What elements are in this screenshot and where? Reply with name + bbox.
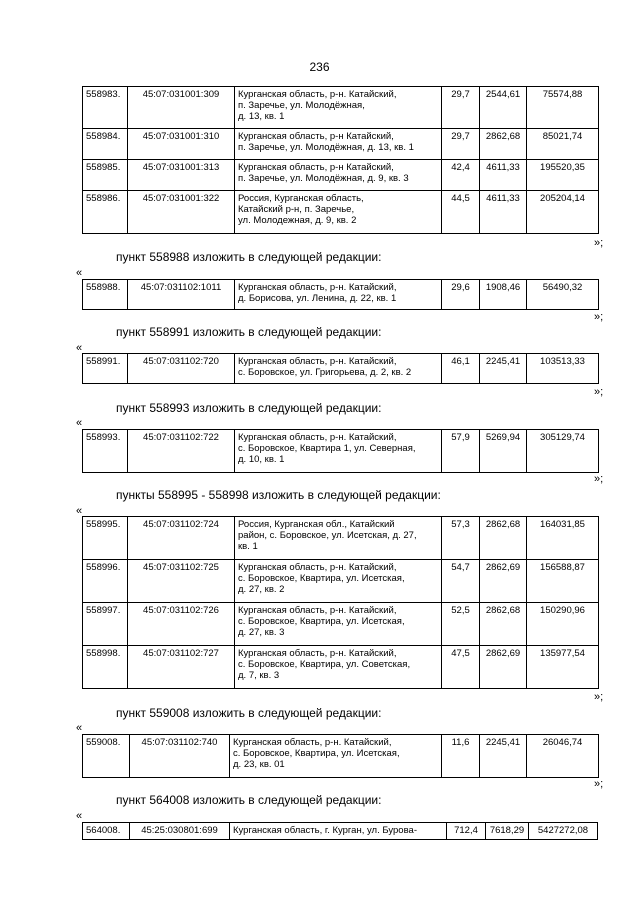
area: 42,4 — [442, 160, 480, 191]
page-number: 236 — [309, 60, 330, 74]
cadastral-number: 45:07:031001:309 — [128, 87, 235, 129]
opening-quote: « — [76, 417, 83, 429]
table-row — [83, 87, 599, 129]
opening-quote: « — [76, 505, 83, 517]
cost: 26046,74 — [527, 735, 599, 778]
address: Россия, Курганская обл., Катайский район, с. Боровское, ул. Исетская, д. 27, кв. 1 — [235, 517, 442, 560]
address: Курганская область, р-н Катайский, п. Заречье, ул. Молодёжная, д. 13, кв. 1 — [235, 129, 442, 160]
row-number: 558985. — [83, 160, 128, 191]
table-row — [83, 354, 599, 384]
cost: 75574,88 — [527, 87, 599, 129]
address: Россия, Курганская область, Катайский р-н, п. Заречье, ул. Молодежная, д. 9, кв. 2 — [235, 191, 442, 234]
row-number: 558986. — [83, 191, 128, 234]
opening-quote: « — [76, 722, 83, 734]
row-number: 564008. — [83, 823, 130, 840]
address: Курганская область, р-н. Катайский, с. Боровское, Квартира 1, ул. Северная, д. 10, кв. 1 — [235, 430, 442, 473]
area: 47,5 — [442, 646, 480, 689]
cadastral-number: 45:07:031001:322 — [128, 191, 235, 234]
cost: 205204,14 — [527, 191, 599, 234]
area: 57,9 — [442, 430, 480, 473]
cost: 150290,96 — [527, 603, 599, 646]
area: 712,4 — [447, 823, 486, 840]
price: 2245,41 — [480, 354, 527, 384]
address: Курганская область, р-н. Катайский, с. Боровское, Квартира, ул. Советская, д. 7, кв. 3 — [235, 646, 442, 689]
row-number: 558991. — [83, 354, 128, 384]
cadastral-number: 45:07:031001:310 — [128, 129, 235, 160]
price: 7618,29 — [486, 823, 529, 840]
table-row — [83, 191, 599, 234]
area: 11,6 — [442, 735, 480, 778]
cadastral-number: 45:07:031102:727 — [128, 646, 235, 689]
closing-quote: »; — [594, 778, 604, 790]
cadastral-number: 45:07:031102:724 — [128, 517, 235, 560]
row-number: 558996. — [83, 560, 128, 603]
price: 2245,41 — [480, 735, 527, 778]
table-row — [83, 430, 599, 473]
table-row — [83, 603, 599, 646]
property-table-2 — [82, 279, 599, 310]
row-number: 558995. — [83, 517, 128, 560]
opening-quote: « — [76, 810, 83, 822]
table-row — [83, 517, 599, 560]
property-table-6 — [82, 734, 599, 778]
amendment-heading: пункт 564008 изложить в следующей редакции: — [116, 793, 382, 807]
closing-quote: »; — [594, 386, 604, 398]
cadastral-number: 45:07:031001:313 — [128, 160, 235, 191]
property-table-1 — [82, 86, 599, 234]
property-table-5 — [82, 516, 599, 689]
cost: 5427272,08 — [529, 823, 598, 840]
row-number: 558988. — [83, 280, 128, 310]
table-row — [83, 129, 599, 160]
row-number: 558984. — [83, 129, 128, 160]
cadastral-number: 45:07:031102:725 — [128, 560, 235, 603]
cost: 135977,54 — [527, 646, 599, 689]
price: 2862,68 — [480, 517, 527, 560]
cadastral-number: 45:07:031102:1011 — [128, 280, 235, 310]
amendment-heading: пункт 559008 изложить в следующей редакции: — [116, 706, 382, 720]
closing-quote: »; — [594, 691, 604, 703]
address: Курганская область, р-н. Катайский, с. Боровское, Квартира, ул. Исетская, д. 27, кв. 2 — [235, 560, 442, 603]
cost: 56490,32 — [527, 280, 599, 310]
area: 29,6 — [442, 280, 480, 310]
opening-quote: « — [76, 342, 83, 354]
price: 4611,33 — [480, 160, 527, 191]
closing-quote: »; — [594, 237, 604, 249]
table-row — [83, 735, 599, 778]
price: 2544,61 — [480, 87, 527, 129]
table-row — [83, 823, 598, 840]
cost: 103513,33 — [527, 354, 599, 384]
address: Курганская область, р-н. Катайский, с. Боровское, Квартира, ул. Исетская, д. 23, кв. 01 — [230, 735, 442, 778]
row-number: 559008. — [83, 735, 130, 778]
cost: 85021,74 — [527, 129, 599, 160]
address: Курганская область, р-н. Катайский, д. Борисова, ул. Ленина, д. 22, кв. 1 — [235, 280, 442, 310]
property-table-7 — [82, 822, 598, 840]
table-row — [83, 160, 599, 191]
table-row — [83, 560, 599, 603]
area: 29,7 — [442, 87, 480, 129]
property-table-3 — [82, 353, 599, 384]
address: Курганская область, р-н. Катайский, с. Боровское, Квартира, ул. Исетская, д. 27, кв. 3 — [235, 603, 442, 646]
price: 5269,94 — [480, 430, 527, 473]
area: 54,7 — [442, 560, 480, 603]
table-row — [83, 646, 599, 689]
amendment-heading: пункт 558991 изложить в следующей редакции: — [116, 325, 382, 339]
price: 2862,69 — [480, 560, 527, 603]
area: 29,7 — [442, 129, 480, 160]
row-number: 558993. — [83, 430, 128, 473]
cadastral-number: 45:07:031102:726 — [128, 603, 235, 646]
table-row — [83, 280, 599, 310]
price: 2862,68 — [480, 129, 527, 160]
price: 2862,69 — [480, 646, 527, 689]
amendment-heading: пункты 558995 - 558998 изложить в следующей редакции: — [116, 488, 441, 502]
address: Курганская область, р-н. Катайский, с. Боровское, ул. Григорьева, д. 2, кв. 2 — [235, 354, 442, 384]
cadastral-number: 45:07:031102:722 — [128, 430, 235, 473]
area: 52,5 — [442, 603, 480, 646]
cadastral-number: 45:07:031102:740 — [130, 735, 230, 778]
cost: 156588,87 — [527, 560, 599, 603]
address: Курганская область, г. Курган, ул. Бурова- — [230, 823, 447, 840]
closing-quote: »; — [594, 473, 604, 485]
cadastral-number: 45:25:030801:699 — [130, 823, 230, 840]
amendment-heading: пункт 558988 изложить в следующей редакции: — [116, 250, 382, 264]
area: 57,3 — [442, 517, 480, 560]
address: Курганская область, р-н. Катайский, п. Заречье, ул. Молодёжная, д. 13, кв. 1 — [235, 87, 442, 129]
area: 44,5 — [442, 191, 480, 234]
cost: 164031,85 — [527, 517, 599, 560]
row-number: 558998. — [83, 646, 128, 689]
property-table-4 — [82, 429, 599, 473]
amendment-heading: пункт 558993 изложить в следующей редакции: — [116, 401, 382, 415]
row-number: 558983. — [83, 87, 128, 129]
cost: 195520,35 — [527, 160, 599, 191]
row-number: 558997. — [83, 603, 128, 646]
cost: 305129,74 — [527, 430, 599, 473]
price: 4611,33 — [480, 191, 527, 234]
area: 46,1 — [442, 354, 480, 384]
price: 2862,68 — [480, 603, 527, 646]
cadastral-number: 45:07:031102:720 — [128, 354, 235, 384]
address: Курганская область, р-н Катайский, п. Заречье, ул. Молодёжная, д. 9, кв. 3 — [235, 160, 442, 191]
price: 1908,46 — [480, 280, 527, 310]
opening-quote: « — [76, 267, 83, 279]
closing-quote: »; — [594, 311, 604, 323]
